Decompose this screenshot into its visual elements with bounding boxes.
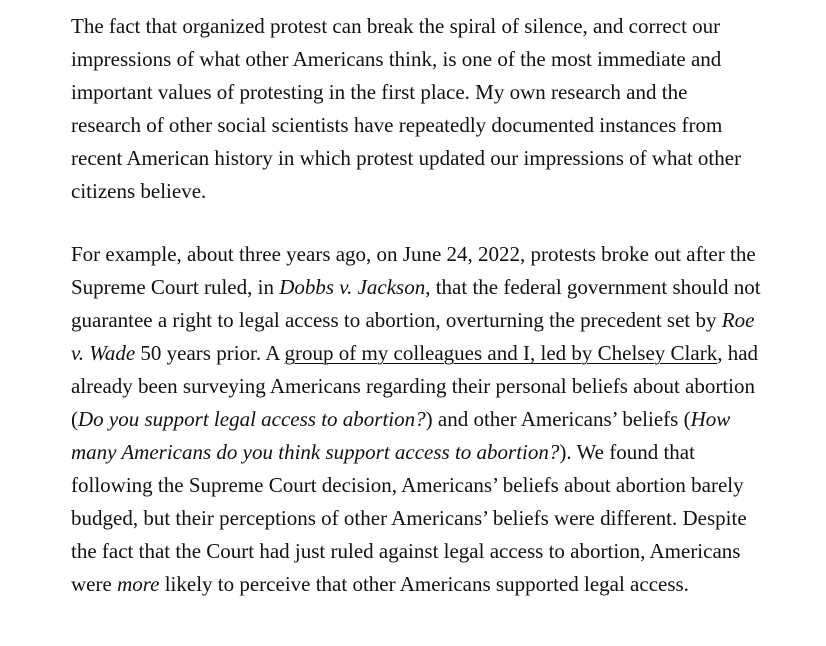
paragraph-spiral-of-silence: The fact that organized protest can break the spiral of silence, and correct our impressions of what other Americans think, is one of the most immediate and important values of protesting in the first place. My own research and the research of other social scientists have repeatedly documented instances from recent American history in which protest updated our impressions of what other citizens believe. [71,14,742,203]
emphasis-more: more [117,572,160,596]
text-segment: 50 years prior. A [135,341,285,365]
paragraph-dobbs-example [71,238,761,601]
text-segment: likely to perceive that other Americans supported legal access. [159,572,689,596]
text-segment: ). We found that following the Supreme Court decision, Americans’ beliefs about abortion barely budged, but their perceptions of other Americans’ beliefs were different. Despite the fact that the Court had just ruled against legal access to abortion, Americans were [71,440,747,596]
case-name-roe: Roe v. Wade [71,308,755,365]
survey-question-others: How many Americans do you think support access to abortion? [71,407,731,464]
text-segment: For example, about three years ago, on June 24, 2022, protests broke out after the Supreme Court ruled, in [71,242,756,299]
article-body [71,10,761,601]
text-segment: , that the federal government should not guarantee a right to legal access to abortion, overturning the precedent set by [71,275,761,332]
research-group-link[interactable]: group of my colleagues and I, led by Chelsey Clark [284,341,718,365]
case-name-dobbs: Dobbs v. Jackson [279,275,426,299]
survey-question-personal: Do you support legal access to abortion? [78,407,426,431]
text-segment: ) and other Americans’ beliefs ( [425,407,691,431]
text-segment: , had already been surveying Americans regarding their personal beliefs about abortion ( [71,341,759,431]
